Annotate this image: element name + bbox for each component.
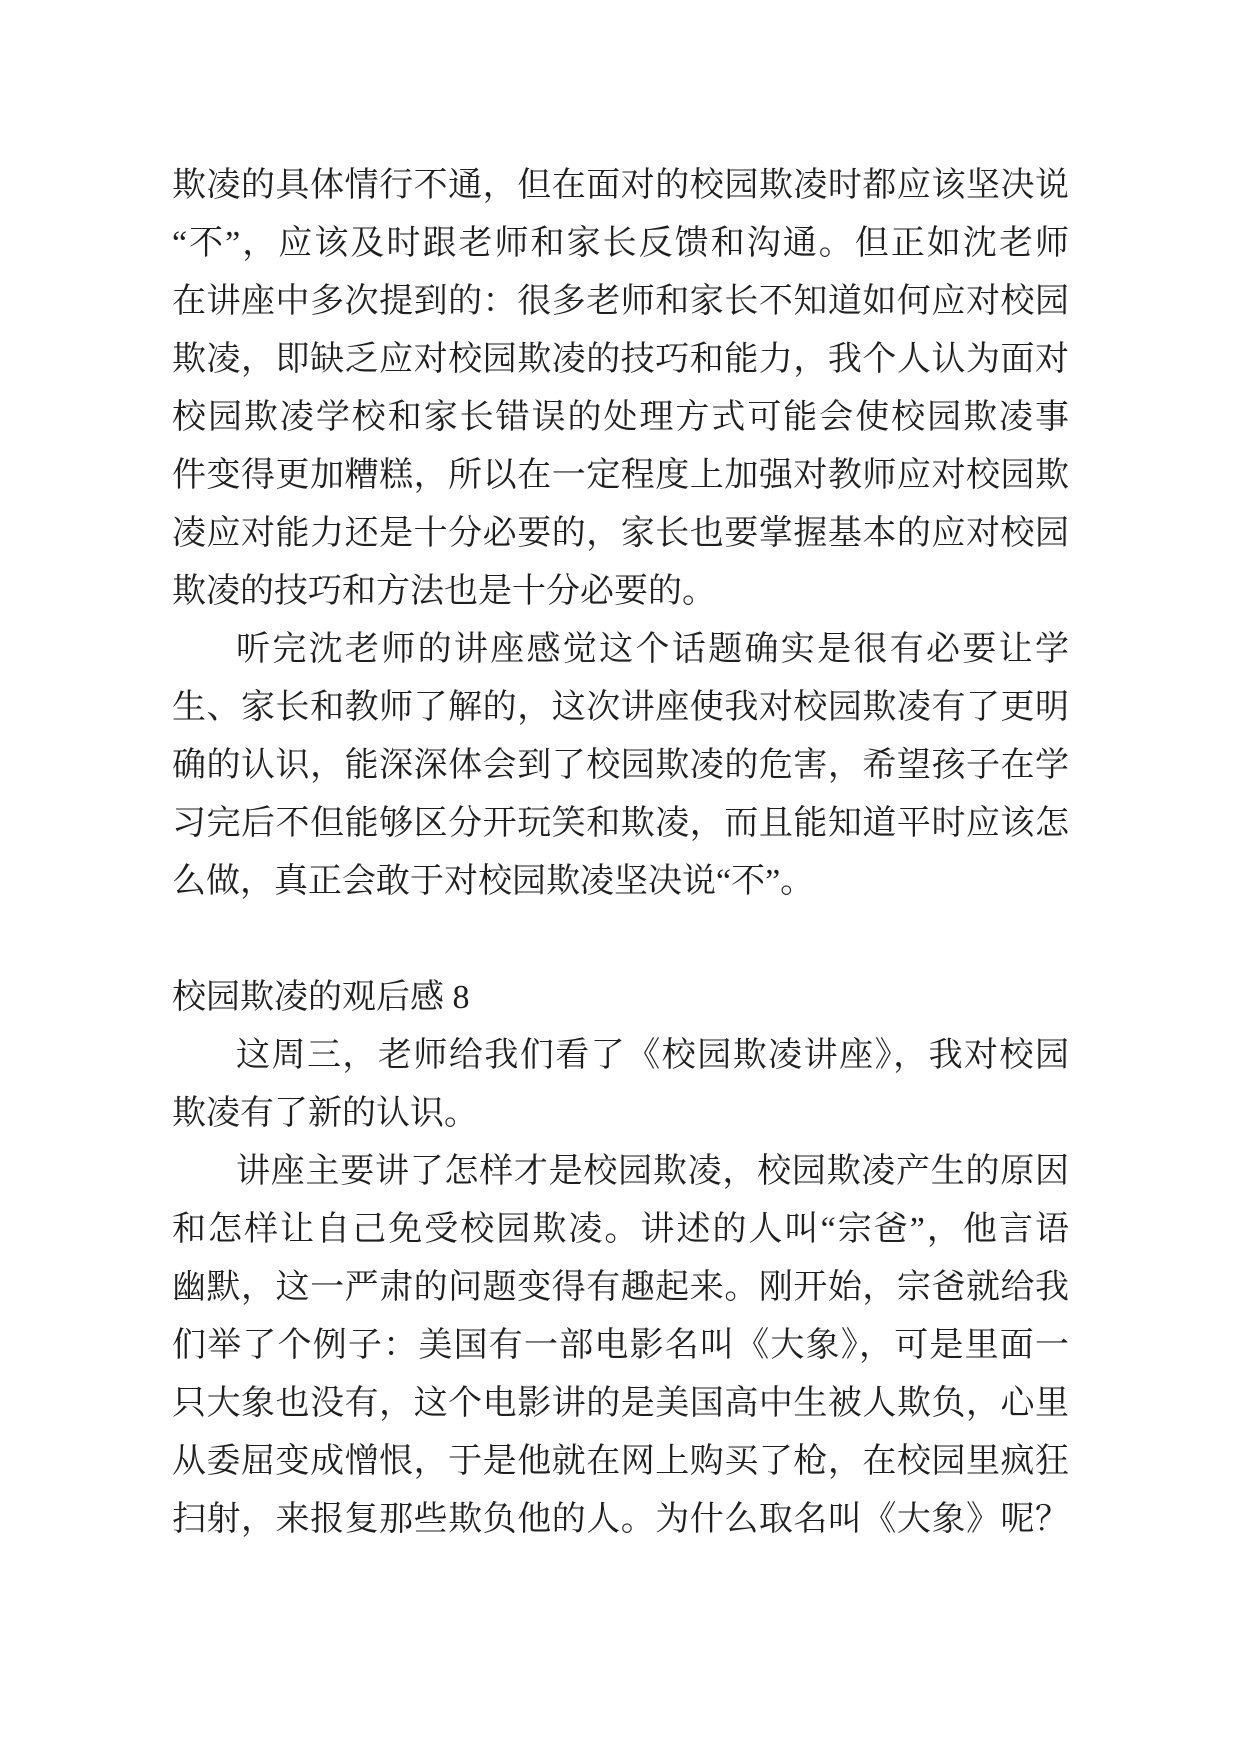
text-line: 和怎样让自己免受校园欺凌。讲述的人叫“宗爸”，他言语	[172, 1211, 1069, 1248]
text-line: 么做，真正会敢于对校园欺凌坚决说“不”。	[172, 863, 815, 900]
text-line: 只大象也没有，这个电影讲的是美国高中生被人欺负，心里	[172, 1385, 1069, 1422]
section-heading	[172, 969, 1069, 1027]
paragraph	[172, 1143, 1069, 1549]
text-line: 欺凌，即缺乏应对校园欺凌的技巧和能力，我个人认为面对	[172, 341, 1069, 378]
text-line: 欺凌有了新的认识。	[172, 1095, 478, 1132]
paragraph	[172, 157, 1069, 621]
text-line: 校园欺凌学校和家长错误的处理方式可能会使校园欺凌事	[172, 399, 1069, 436]
text-line: 们举了个例子：美国有一部电影名叫《大象》，可是里面一	[172, 1327, 1069, 1364]
paragraph	[172, 621, 1069, 911]
text-line: 生、家长和教师了解的，这次讲座使我对校园欺凌有了更明	[172, 689, 1069, 726]
text-line: 件变得更加糟糕，所以在一定程度上加强对教师应对校园欺	[172, 457, 1069, 494]
text-line: 在讲座中多次提到的：很多老师和家长不知道如何应对校园	[172, 283, 1069, 320]
text-line: 欺凌的具体情行不通，但在面对的校园欺凌时都应该坚决说	[172, 167, 1069, 204]
text-line: 习完后不但能够区分开玩笑和欺凌，而且能知道平时应该怎	[172, 805, 1069, 842]
text-line: “不”，应该及时跟老师和家长反馈和沟通。但正如沈老师	[172, 225, 1069, 262]
section-heading-text: 校园欺凌的观后感 8	[172, 979, 470, 1016]
blank-line	[172, 911, 1069, 969]
text-line: 欺凌的技巧和方法也是十分必要的。	[172, 573, 716, 610]
text-line: 凌应对能力还是十分必要的，家长也要掌握基本的应对校园	[172, 515, 1069, 552]
text-line: 幽默，这一严肃的问题变得有趣起来。刚开始，宗爸就给我	[172, 1269, 1069, 1306]
text-line: 扫射，来报复那些欺负他的人。为什么取名叫《大象》呢？	[172, 1501, 1069, 1538]
paragraph	[172, 1027, 1069, 1143]
text-line: 讲座主要讲了怎样才是校园欺凌，校园欺凌产生的原因	[236, 1153, 1069, 1190]
text-line: 这周三，老师给我们看了《校园欺凌讲座》，我对校园	[236, 1037, 1069, 1074]
text-line: 从委屈变成憎恨，于是他就在网上购买了枪，在校园里疯狂	[172, 1443, 1069, 1480]
text-line: 确的认识，能深深体会到了校园欺凌的危害，希望孩子在学	[172, 747, 1069, 784]
text-line: 听完沈老师的讲座感觉这个话题确实是很有必要让学	[236, 631, 1069, 668]
